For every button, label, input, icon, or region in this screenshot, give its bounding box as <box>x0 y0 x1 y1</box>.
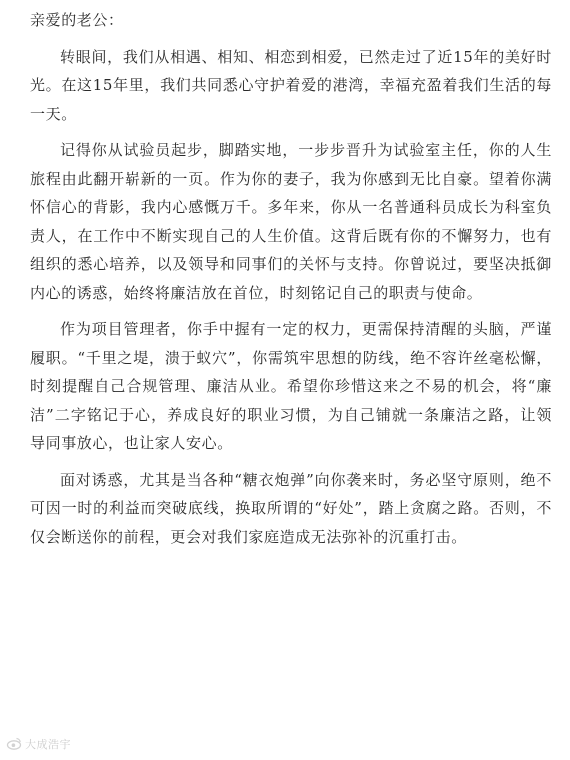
watermark-text: 大成浩宇 <box>25 738 71 751</box>
letter-paragraph-2: 记得你从试验员起步，脚踏实地，一步步晋升为试验室主任，你的人生旅程由此翻开崭新的一页。作为你的妻子，我为你感到无比自豪。望着你满怀信心的背影，我内心感慨万千。多年来，你从一名普通科员成长为科室负责人，在工作中不断实现自己的人生价值。这背后既有你的不懈努力，也有组织的悉心培养，以及领导和同事们的关怀与支持。你曾说过，要坚决抵御内心的诱惑，始终将廉洁放在首位，时刻铭记自己的职责与使命。 <box>30 141 552 302</box>
weibo-eye-icon <box>6 736 22 752</box>
letter-paragraph-3: 作为项目管理者，你手中握有一定的权力，更需保持清醒的头脑，严谨履职。“千里之堤，溃于蚁穴”，你需筑牢思想的防线，绝不容许丝毫松懈，时刻提醒自己合规管理、廉洁从业。希望你珍惜这来之不易的机会，将“廉洁”二字铭记于心，养成良好的职业习惯，为自己铺就一条廉洁之路，让领导同事放心，也让家人安心。 <box>30 320 552 452</box>
watermark <box>6 736 71 752</box>
letter-paragraph-4: 面对诱惑，尤其是当各种“糖衣炮弹”向你袭来时，务必坚守原则，绝不可因一时的利益而突破底线，换取所谓的“好处”，踏上贪腐之路。否则，不仅会断送你的前程，更会对我们家庭造成无法弥补的沉重打击。 <box>30 470 552 546</box>
letter-salutation: 亲爱的老公： <box>30 11 124 29</box>
letter-paragraph-1: 转眼间，我们从相遇、相知、相恋到相爱，已然走过了近15年的美好时光。在这15年里，我们共同悉心守护着爱的港湾，幸福充盈着我们生活的每一天。 <box>30 47 552 123</box>
